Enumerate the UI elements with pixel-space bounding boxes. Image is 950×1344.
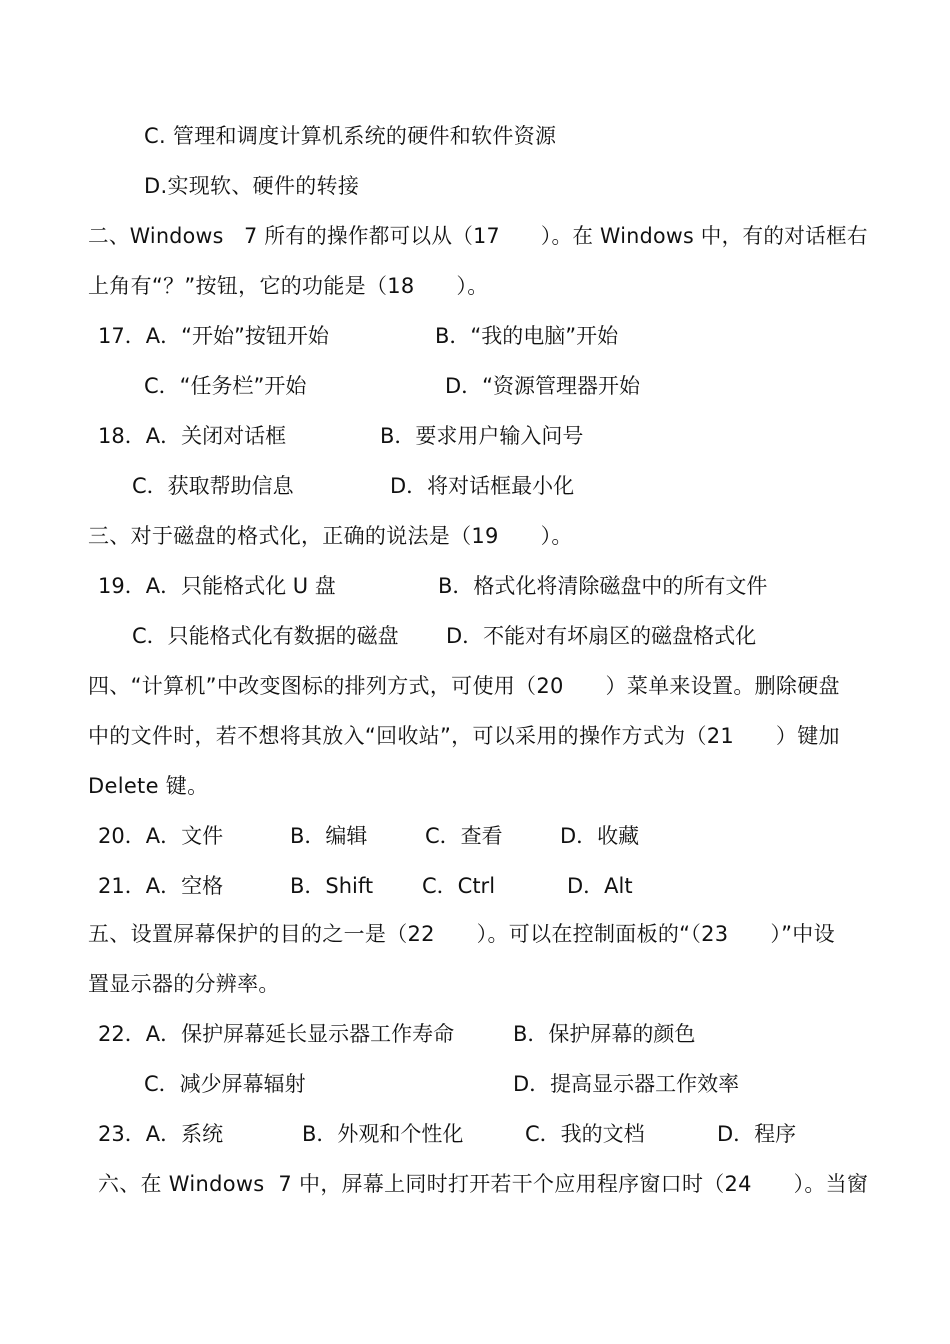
q19-option-c: C．只能格式化有数据的磁盘 [132,624,399,648]
q18-option-b: B．要求用户输入问号 [380,424,584,448]
q18-option-a: 18．A．关闭对话框 [98,424,287,448]
option-d-text: D.实现软、硬件的转接 [144,174,360,198]
q21-option-b: B．Shift [290,874,374,898]
q23-option-d: D．程序 [717,1122,797,1146]
q23-option-b: B．外观和个性化 [302,1122,464,1146]
q18-option-c: C．获取帮助信息 [132,474,294,498]
q22-option-a: 22．A．保护屏幕延长显示器工作寿命 [98,1022,455,1046]
q22-option-b: B．保护屏幕的颜色 [513,1022,696,1046]
q17-option-d: D．“资源管理器开始 [445,374,641,398]
q17-option-a: 17．A．“开始”按钮开始 [98,324,329,348]
section-5-line-2: 置显示器的分辨率。 [88,972,280,996]
section-2-line-2: 上角有“？”按钮，它的功能是（18 ）。 [88,274,489,298]
section-6-line-1: 六、在 Windows 7 中，屏幕上同时打开若干个应用程序窗口时（24 ）。当窗 [98,1172,869,1196]
q20-option-a: 20．A．文件 [98,824,224,848]
section-4-line-2: 中的文件时，若不想将其放入“回收站”，可以采用的操作方式为（21 ）键加 [88,724,840,748]
section-3-line-1: 三、对于磁盘的格式化，正确的说法是（19 ）。 [88,524,573,548]
q18-option-d: D．将对话框最小化 [390,474,575,498]
q21-option-d: D．Alt [567,874,633,898]
q17-option-c: C．“任务栏”开始 [144,374,307,398]
q23-option-c: C．我的文档 [525,1122,645,1146]
q17-option-b: B．“我的电脑”开始 [435,324,619,348]
option-c-text: C. 管理和调度计算机系统的硬件和软件资源 [144,124,557,148]
q23-option-a: 23．A．系统 [98,1122,224,1146]
q22-option-c: C．减少屏幕辐射 [144,1072,306,1096]
q19-option-d: D．不能对有坏扇区的磁盘格式化 [446,624,757,648]
section-4-line-1: 四、“计算机”中改变图标的排列方式，可使用（20 ）菜单来设置。删除硬盘 [88,674,840,698]
q21-option-c: C．Ctrl [422,874,496,898]
q19-option-b: B．格式化将清除磁盘中的所有文件 [438,574,768,598]
q19-option-a: 19．A．只能格式化 U 盘 [98,574,336,598]
q20-option-d: D．收藏 [560,824,640,848]
q20-option-c: C．查看 [425,824,503,848]
q22-option-d: D．提高显示器工作效率 [513,1072,740,1096]
section-4-line-3: Delete 键。 [88,774,209,798]
section-5-line-1: 五、设置屏幕保护的目的之一是（22 ）。可以在控制面板的“（23 ）”中设 [88,922,835,946]
section-2-line-1: 二、Windows 7 所有的操作都可以从（17 ）。在 Windows 中，有的对话框右 [88,224,868,248]
q21-option-a: 21．A．空格 [98,874,224,898]
q20-option-b: B．编辑 [290,824,368,848]
